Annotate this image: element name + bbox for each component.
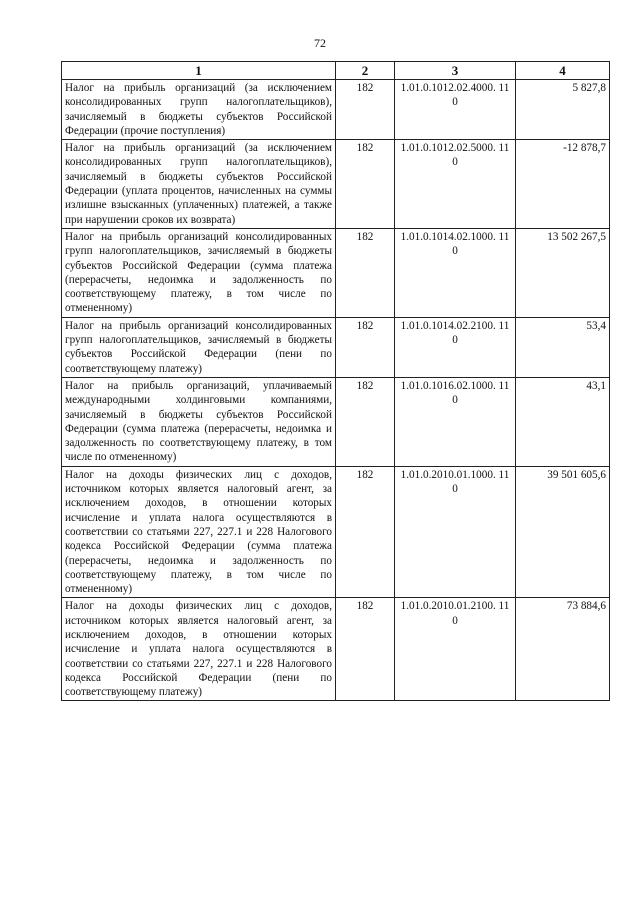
column-header-1: 1 [62, 62, 336, 80]
revenue-table [61, 61, 610, 701]
admin-code-cell: 182 [336, 377, 395, 466]
kbk-code-cell: 1.01.0.2010.01.1000. 110 [395, 466, 516, 598]
revenue-name-cell: Налог на прибыль организаций консолидированных групп налогоплательщиков, зачисляемый в бюджеты субъектов Российской Федерации (сумма платежа (перерасчеты, недоимка и задолженность по соответствующему платежу, в том числе по отмененному) [62, 228, 336, 317]
admin-code-cell: 182 [336, 466, 395, 598]
header-row [62, 62, 610, 80]
revenue-name-cell: Налог на прибыль организаций, уплачиваемый международными холдинговыми компаниями, зачисляемый в бюджеты субъектов Российской Федерации (сумма платежа (перерасчеты, недоимка и задолженность по соответствующему платежу, в том числе по отмененному) [62, 377, 336, 466]
amount-cell: 13 502 267,5 [516, 228, 610, 317]
column-header-3: 3 [395, 62, 516, 80]
kbk-code-cell: 1.01.0.1014.02.2100. 110 [395, 317, 516, 377]
table-row [62, 317, 610, 377]
table-row [62, 466, 610, 598]
amount-cell: -12 878,7 [516, 140, 610, 229]
amount-cell: 39 501 605,6 [516, 466, 610, 598]
amount-cell: 73 884,6 [516, 598, 610, 701]
amount-cell: 53,4 [516, 317, 610, 377]
table-row [62, 140, 610, 229]
kbk-code-cell: 1.01.0.1014.02.1000. 110 [395, 228, 516, 317]
table-row [62, 228, 610, 317]
revenue-name-cell: Налог на прибыль организаций (за исключением консолидированных групп налогоплательщиков), зачисляемый в бюджеты субъектов Российской Федерации (прочие поступления) [62, 80, 336, 140]
revenue-name-cell: Налог на доходы физических лиц с доходов, источником которых является налоговый агент, за исключением доходов, в отношении которых исчисление и уплата налога осуществляются в соответствии со статьями 227, 227.1 и 228 Налогового кодекса Российской Федерации (пени по соответствующему платежу) [62, 598, 336, 701]
table-row [62, 80, 610, 140]
table-row [62, 377, 610, 466]
admin-code-cell: 182 [336, 80, 395, 140]
kbk-code-cell: 1.01.0.1012.02.5000. 110 [395, 140, 516, 229]
admin-code-cell: 182 [336, 317, 395, 377]
revenue-name-cell: Налог на прибыль организаций (за исключением консолидированных групп налогоплательщиков), зачисляемый в бюджеты субъектов Российской Федерации (уплата процентов, начисленных на суммы излишне взысканных (уплаченных) платежей, а также при нарушении сроков их возврата) [62, 140, 336, 229]
admin-code-cell: 182 [336, 228, 395, 317]
amount-cell: 5 827,8 [516, 80, 610, 140]
admin-code-cell: 182 [336, 598, 395, 701]
column-header-2: 2 [336, 62, 395, 80]
column-header-4: 4 [516, 62, 610, 80]
kbk-code-cell: 1.01.0.1016.02.1000. 110 [395, 377, 516, 466]
kbk-code-cell: 1.01.0.2010.01.2100. 110 [395, 598, 516, 701]
amount-cell: 43,1 [516, 377, 610, 466]
revenue-name-cell: Налог на доходы физических лиц с доходов, источником которых является налоговый агент, за исключением доходов, в отношении которых исчисление и уплата налога осуществляются в соответствии со статьями 227, 227.1 и 228 Налогового кодекса Российской Федерации (сумма платежа (перерасчеты, недоимка и задолженность по соответствующему платежу, в том числе по отмененному) [62, 466, 336, 598]
page-number: 72 [314, 36, 326, 50]
kbk-code-cell: 1.01.0.1012.02.4000. 110 [395, 80, 516, 140]
admin-code-cell: 182 [336, 140, 395, 229]
revenue-name-cell: Налог на прибыль организаций консолидированных групп налогоплательщиков, зачисляемый в бюджеты субъектов Российской Федерации (пени по соответствующему платежу) [62, 317, 336, 377]
table-row [62, 598, 610, 701]
